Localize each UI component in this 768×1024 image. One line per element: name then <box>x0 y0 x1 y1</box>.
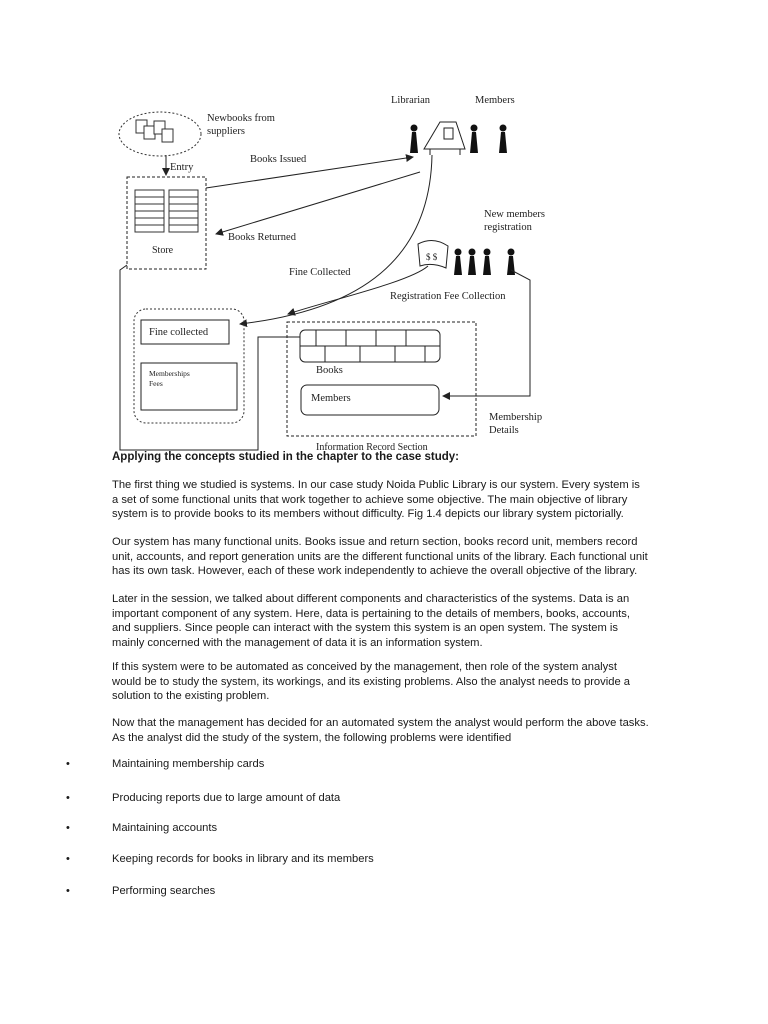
store-label: Store <box>152 245 174 256</box>
paragraph-components: Later in the session, we talked about different components and characteristics of the systems. Data is an important component of any system. Here, data is pertaining to the details of members, books, accounts, and suppliers. Since people can interact with the system this system is an open system. The system is mainly concerned with the management of data it is an information system. <box>112 593 630 649</box>
new-books-label-2: suppliers <box>207 126 245 137</box>
list-item: Maintaining membership cards <box>112 758 265 770</box>
new-books-label: Newbooks from <box>207 113 275 124</box>
new-members-label-2: registration <box>484 222 532 233</box>
book-icon <box>162 129 173 142</box>
store-shelves <box>135 190 198 232</box>
members-label: Members <box>475 95 515 106</box>
info-record-label: Information Record Section <box>316 442 428 453</box>
person-icon <box>468 249 476 276</box>
memberships-fees-label-2: Fees <box>149 379 163 388</box>
list-item: Performing searches <box>112 885 216 897</box>
paragraph-functional-units: Our system has many functional units. Books issue and return section, books record unit, members record unit, accounts, and report generation units are the different functional units of the library. Each functional unit has its own task. However, each of these work independently to achieve the overall objective of the library. <box>112 536 648 577</box>
books-record-grid <box>300 330 440 362</box>
books-issued-label: Books Issued <box>250 154 307 165</box>
person-icon <box>483 249 491 276</box>
fine-collected-arrow-label: Fine Collected <box>289 267 351 278</box>
bullet-symbol: • <box>66 792 70 804</box>
membership-details-label: Membership <box>489 412 543 423</box>
librarian-label: Librarian <box>391 95 431 106</box>
bullet-symbol: • <box>66 758 70 770</box>
library-system-diagram <box>0 0 768 460</box>
books-returned-label: Books Returned <box>228 232 296 243</box>
bullet-symbol: • <box>66 822 70 834</box>
paragraph-analyst-tasks: Now that the management has decided for an automated system the analyst would perform the above tasks. As the analyst did the study of the system, the following problems were identified <box>112 717 649 744</box>
list-item: Maintaining accounts <box>112 822 218 834</box>
money-icon <box>418 240 448 268</box>
person-icon <box>410 125 418 154</box>
books-label: Books <box>316 365 343 376</box>
person-icon <box>454 249 462 276</box>
person-icon <box>470 125 478 154</box>
svg-text:$ $: $ $ <box>426 252 438 262</box>
list-item: Keeping records for books in library and its members <box>112 853 374 865</box>
bullet-symbol: • <box>66 885 70 897</box>
bullet-symbol: • <box>66 853 70 865</box>
paragraph-systems: The first thing we studied is systems. In our case study Noida Public Library is our system. Every system is a set of some functional units that work together to achieve some objective. The main objective of library system is to provide books to its members without difficulty. Fig 1.4 depicts our library system pictorially. <box>112 479 640 520</box>
book-icon <box>144 126 155 139</box>
person-icon <box>499 125 507 154</box>
librarian-desk <box>424 122 465 155</box>
membership-details-label-2: Details <box>489 425 519 436</box>
list-item: Producing reports due to large amount of data <box>112 792 341 804</box>
paragraph-automation: If this system were to be automated as conceived by the management, then role of the system analyst would be to study the system, its workings, and its existing problems. Also the analyst needs to provide a solution to the existing problem. <box>112 661 631 702</box>
fine-collected-box-label: Fine collected <box>149 327 209 338</box>
entry-label: Entry <box>170 162 194 173</box>
members-box-label: Members <box>311 393 351 404</box>
memberships-fees-label: Memberships <box>149 369 190 378</box>
section-heading: Applying the concepts studied in the chapter to the case study: <box>112 451 459 463</box>
registration-fee-label: Registration Fee Collection <box>390 291 506 302</box>
new-members-label: New members <box>484 209 545 220</box>
